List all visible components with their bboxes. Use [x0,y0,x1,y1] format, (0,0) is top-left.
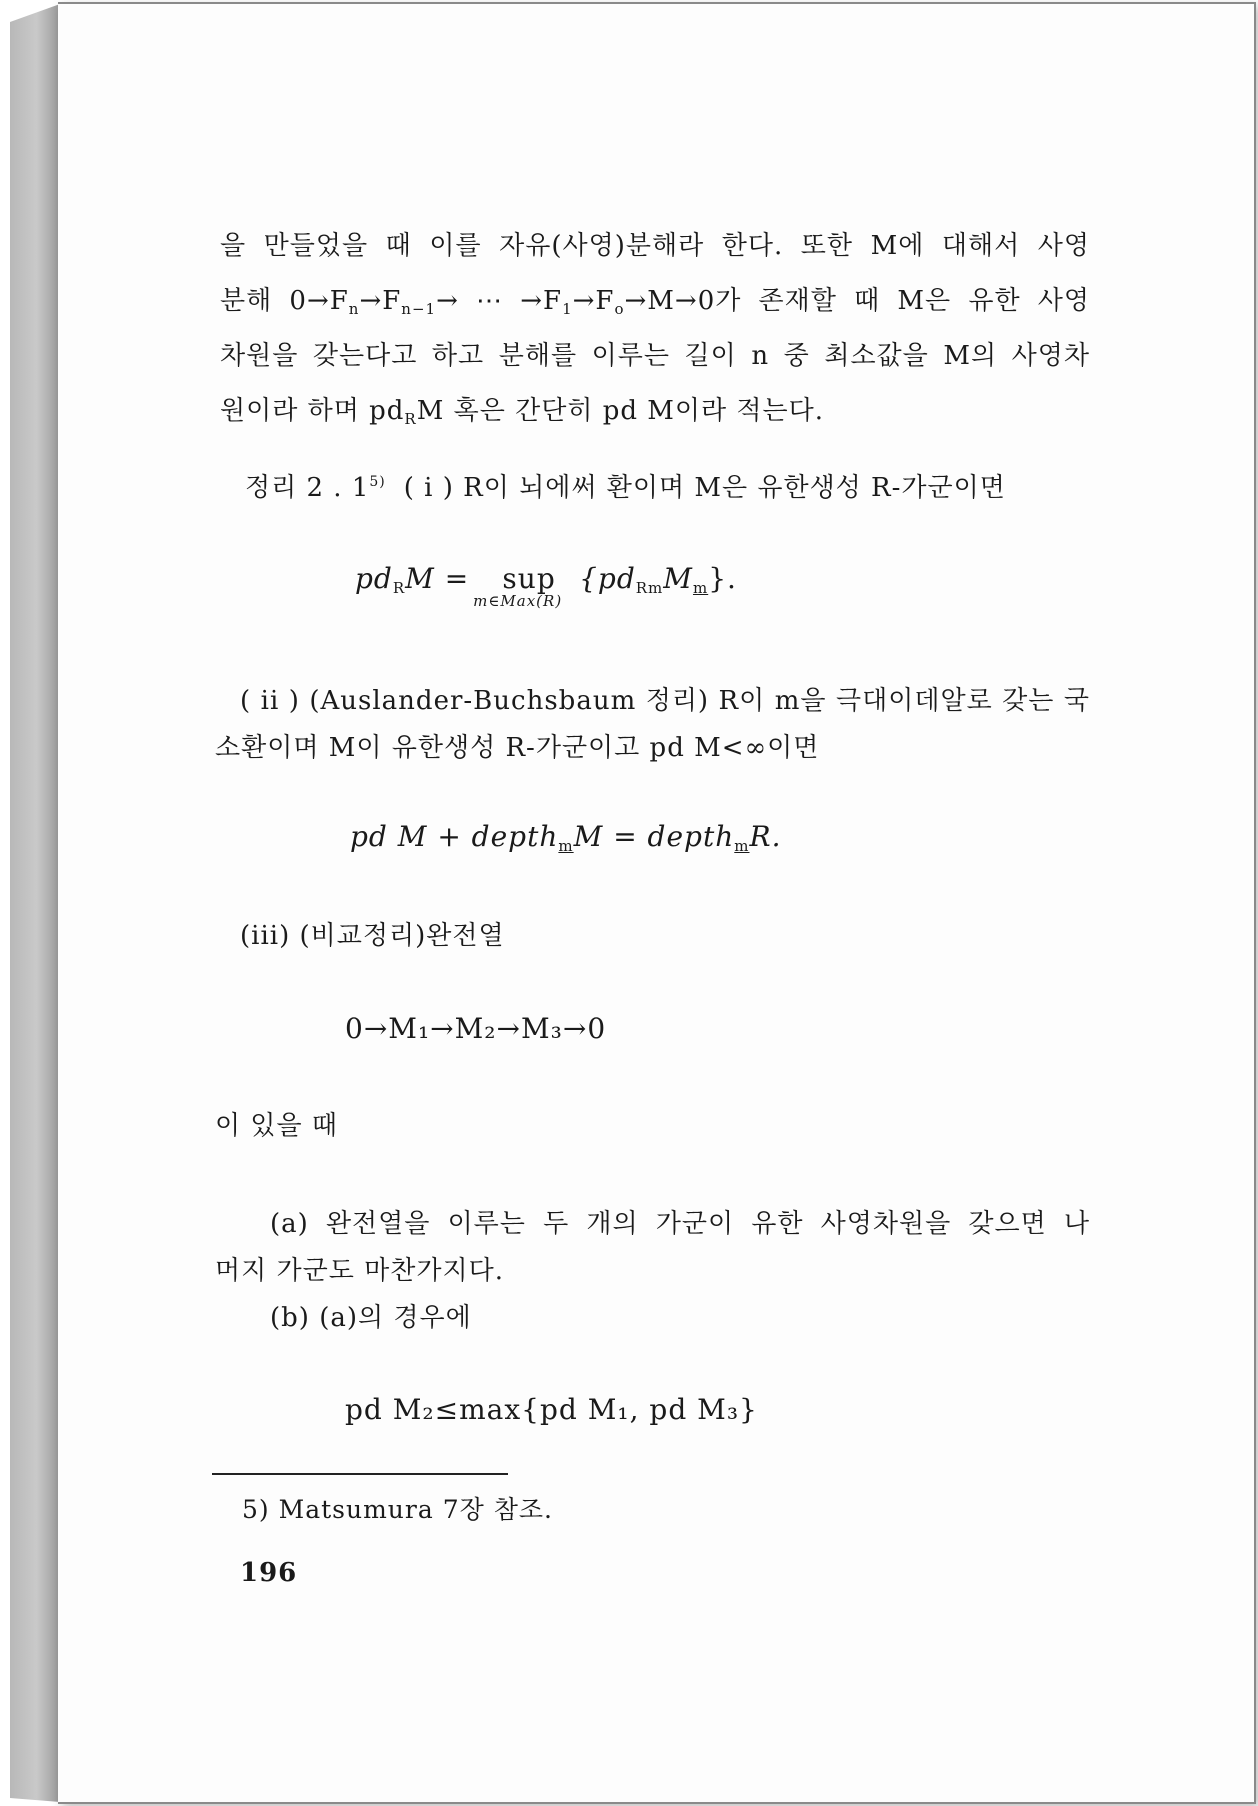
formula-1-pd: pd [355,562,393,595]
subscript: m [692,579,709,597]
subscript: m [734,837,750,855]
subscript: 1 [562,300,573,318]
footnote: 5) Matsumura 7장 참조. [242,1495,553,1524]
subscript: R [392,579,406,597]
intro-line-4-part: M 혹은 간단히 pd M이라 적는다. [416,396,824,426]
theorem-heading [245,467,1006,504]
subscript: o [614,300,625,318]
formula-1-M: M = [405,562,480,595]
formula-2-part: pd M + depth [350,820,559,853]
subscript: n [348,300,360,318]
subscript: R [404,410,417,428]
theorem-label: 정리 2 . 1 [245,473,370,503]
formula-2-part: M = depth [573,820,735,853]
subscript: m [558,837,574,855]
formula-3: 0→M₁→M₂→M₃→0 [345,1012,607,1045]
sup-label: sup [502,562,556,595]
book-spine-edge [10,4,60,1802]
intro-line-2-part: →F [359,286,402,316]
page-number: 196 [240,1558,298,1588]
intro-line-2-part: →M→0가 존재할 때 M은 유한 사영 [624,286,1090,316]
item-a-line-1: (a) 완전열을 이루는 두 개의 가군이 유한 사영차원을 갖으면 나 [270,1209,1090,1239]
when-text: 이 있을 때 [215,1111,338,1141]
intro-line-1: 을 만들었을 때 이를 자유(사영)분해라 한다. 또한 M에 대해서 사영 [220,231,1090,261]
intro-line-2-part: →F [572,286,615,316]
subscript: Rm [635,579,664,597]
theorem-part-i: ( i ) R이 뇌에써 환이며 M은 유한생성 R-가군이면 [403,473,1006,503]
formula-4: pd M₂≤max{pd M₁, pd M₃} [345,1393,758,1426]
subscript: n−1 [401,300,437,318]
intro-line-3: 차원을 갖는다고 하고 분해를 이루는 길이 n 중 최소값을 M의 사영차 [220,341,1090,371]
intro-line-2-part: 분해 0→F [220,286,349,316]
footnote-ref: 5) [369,474,386,490]
book-page [58,2,1256,1804]
intro-line-2-part: → ⋯ →F [436,286,563,316]
theorem-part-ii-line-2: 소환이며 M이 유한생성 R-가군이고 pd M<∞이면 [215,733,820,763]
item-a-line-2: 머지 가군도 마찬가지다. [215,1256,504,1286]
item-b: (b) (a)의 경우에 [270,1303,472,1333]
formula-1-rhs: M [663,562,693,595]
theorem-part-iii: (iii) (비교정리)완전열 [240,921,505,951]
formula-2-part: R. [749,820,782,853]
intro-line-4 [220,390,824,428]
formula-1-rhs: {pd [579,562,636,595]
intro-line-4-part: 원이라 하며 pd [220,396,405,426]
sup-subscript: m∈Max(R) [473,592,563,610]
intro-line-2 [220,280,1090,318]
theorem-part-ii-line-1: ( ii ) (Auslander-Buchsbaum 정리) R이 m을 극대이데알로 갖는 국 [240,686,1090,716]
footnote-divider [212,1473,508,1475]
formula-2 [350,820,781,855]
sup-operator [473,562,579,610]
formula-1 [355,562,737,610]
formula-1-rhs: }. [708,562,737,595]
